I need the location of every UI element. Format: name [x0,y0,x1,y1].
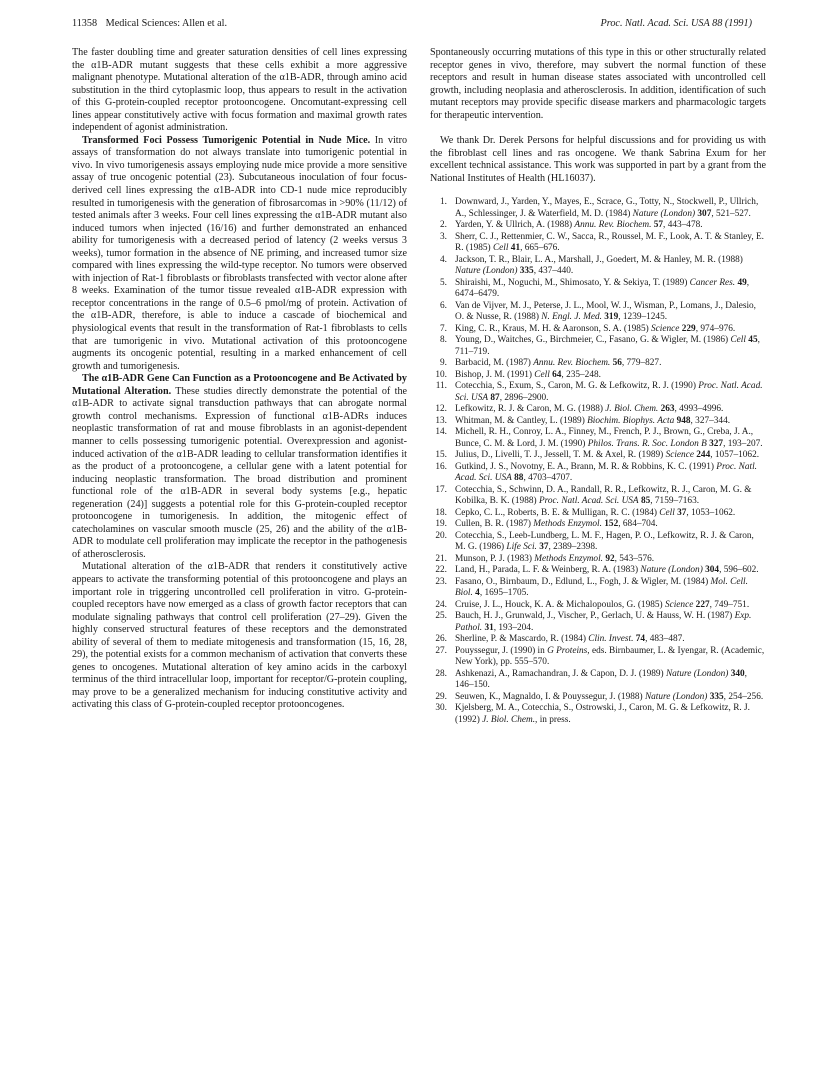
page-number: 11358 [72,18,98,29]
header-left [72,18,227,29]
paragraph: The faster doubling time and greater saturation densities of cell lines expressing the α1B-ADR mutant suggests that these cells exhibit a more aggressive malignant phenotype. Mutational alteration of the α1B-ADR, through amino acid substitution in the third cytoplasmic loop, thus appears to result in the activation of this G-protein-coupled receptor protooncogene. Oncomutant-expressing cell lines appear constitutively active with focus formation and maximal growth rates independent of agonist administration. [72,47,407,134]
reference-pages: 437–440. [538,266,574,277]
reference-volume: 92 [605,553,615,564]
reference-item: 6. Van de Vijver, M. J., Peterse, J. L., Mool, W. J., Wisman, P., Lomans, J., Dalesio, O. & Nusse, R. (1988) N. Engl. J. Med. 319, 1239–1245. [430,301,766,324]
reference-journal: Proc. Natl. Acad. Sci. USA [455,381,763,403]
reference-list [430,197,766,726]
reference-pages: 749–751. [714,599,750,610]
left-column [72,47,407,712]
reference-authors: Cruise, J. L., Houck, K. A. & Michalopoulos, G. (1985) [455,599,663,610]
reference-number: 7. [440,323,447,334]
reference-number: 29. [435,691,447,702]
reference-item: 17. Cotecchia, S., Schwinn, D. A., Randall, R. R., Lefkowitz, R. J., Caron, M. G. & Kobilka, B. K. (1988) Proc. Natl. Acad. Sci. USA 85, 7159–7163. [430,485,766,508]
reference-item [430,703,766,726]
reference-item: 22. Land, H., Parada, L. F. & Weinberg, R. A. (1983) Nature (London) 304, 596–602. [430,565,766,577]
reference-pages: 974–976. [700,323,736,334]
reference-journal: G Proteins, [547,645,590,656]
reference-journal: Annu. Rev. Biochem. [533,358,611,369]
reference-number: 3. [440,231,447,242]
reference-item: 8. Young, D., Waitches, G., Birchmeier, C., Fasano, G. & Wigler, M. (1986) Cell 45, 711–719. [430,335,766,358]
reference-journal: Science [651,323,680,334]
reference-pages: 543–576. [619,553,655,564]
reference-authors: Van de Vijver, M. J., Peterse, J. L., Mool, W. J., Wisman, P., Lomans, J., Dalesio, O. & Nusse, R. (1988) [455,300,757,323]
reference-volume: 304 [705,565,720,576]
reference-volume: 4 [475,588,480,599]
reference-volume: 56 [612,358,622,369]
reference-volume: 74 [635,634,646,645]
reference-authors: Bishop, J. M. (1991) [455,369,532,380]
reference-number: 13. [435,415,447,426]
reference-authors: Barbacid, M. (1987) [455,358,531,369]
reference-pages: 665–676. [524,243,560,254]
reference-journal: Science [664,599,694,610]
reference-pages: 7159–7163. [654,496,700,507]
reference-pages: 711–719. [455,346,490,357]
reference-number: 12. [435,404,447,415]
reference-pages: 4703–4707. [528,473,573,484]
reference-volume: 88 [514,473,524,484]
reference-volume: 87 [490,392,500,403]
reference-number: 19. [435,519,447,530]
reference-authors: Young, D., Waitches, G., Birchmeier, C., Fasano, G. & Wigler, M. (1986) [455,335,729,346]
reference-journal: Exp. Pathol. [455,611,752,633]
reference-volume: 307 [697,208,712,219]
reference-authors: Kjelsberg, M. A., Cotecchia, S., Ostrowski, J., Caron, M. G. & Lefkowitz, R. J. (1992) [455,703,750,725]
reference-journal: Cancer Res. [689,277,736,288]
reference-number: 24. [435,599,447,610]
reference-item: 28. Ashkenazi, A., Ramachandran, J. & Capon, D. J. (1989) Nature (London) 340, 146–150. [430,669,766,692]
reference-item: 10. Bishop, J. M. (1991) Cell 64, 235–248. [430,370,766,382]
reference-number: 2. [440,220,447,231]
reference-pages: 2896–2900. [504,392,549,403]
reference-volume: 244 [696,450,711,461]
reference-authors: Downward, J., Yarden, Y., Mayes, E., Scrace, G., Totty, N., Stockwell, P., Ullrich, A., Schlessinger, J. & Waterfield, M. D. (1984) [455,197,759,219]
reference-journal: Nature (London) [632,208,696,219]
reference-authors: Seuwen, K., Magnaldo, I. & Pouyssegur, J. (1988) [455,691,643,702]
reference-journal: Nature (London) [665,668,729,679]
reference-item: 13. Whitman, M. & Cantley, L. (1989) Biochim. Biophys. Acta 948, 327–344. [430,416,766,428]
reference-pages: 1239–1245. [622,312,668,323]
reference-authors: Cepko, C. L., Roberts, B. E. & Mulligan, R. C. (1984) [455,507,657,518]
reference-pages: 596–602. [723,565,759,576]
reference-journal: N. Engl. J. Med. [541,312,602,323]
reference-authors: Cotecchia, S., Leeb-Lundberg, L. M. F., Hagen, P. O., Lefkowitz, R. J. & Caron, M. G. (1986) [455,530,754,553]
paragraph: Mutational alteration of the α1B-ADR that renders it constitutively active appears to activate the transforming potential of this protooncogene and plays an important role in triggering uncontrolled cell proliferation in vitro. G-protein-coupled receptors have now emerged as a class of growth factor receptors that can modulate signaling pathways that control cell proliferation (27–29). Given the highly conserved structural features of these receptors and the demonstrated ability of several of them to mediate mitogenesis and transformation (15, 16, 28, 29), the potential exists for a common mechanism of activation that converts these genes to oncogenes. Mutational alteration of key amino acids in the carboxyl terminus of the third intracellular loop, important for receptor/G-protein coupling, may prove to be a generalized mechanism for inducing constitutive activity and activating this class of G-protein-coupled receptor protooncogenes. [72,561,407,711]
reference-number: 14. [435,427,447,438]
reference-pages: 254–256. [728,691,764,702]
reference-item: 24. Cruise, J. L., Houck, K. A. & Michalopoulos, G. (1985) Science 227, 749–751. [430,600,766,612]
reference-number: 5. [440,277,447,288]
reference-item: 20. Cotecchia, S., Leeb-Lundberg, L. M. F., Hagen, P. O., Lefkowitz, R. J. & Caron, M. G. (1986) Life Sci. 37, 2389–2398. [430,531,766,554]
reference-number: 17. [435,484,447,495]
reference-authors: Lefkowitz, R. J. & Caron, M. G. (1988) [455,404,603,415]
paragraph-body: In vitro assays of transformation do not always translate into tumorigenic potential in vivo. In vivo tumorigenesis assays employing nude mice provide a more sensitive assay of true oncogenic potential (23). Subcutaneous inoculation of four focus-derived cell lines expressing the α1B-ADR into CD-1 nude mice reproducibly resulted in tumorigenesis with the generation of fibrosarcomas in >90% (11/12) of tested animals after 3 weeks. Four cell lines expressing the α1B-ADR mutant also induced tumors when injected (16/16) and further demonstrated an enhanced ability for tumorigenesis with a decreased period of latency (2 weeks versus 3 weeks), tumor formation in the absence of NE priming, and increased tumor size compared with lines expressing the wild-type receptor. No tumors were observed with injection of Rat-1 fibroblasts or fibroblasts transfected with vector alone after 8 weeks. Examination of the tumor tissue revealed α1B-ADR expression with receptor concentrations in the range of 0.5–6 pmol/mg of protein. Activation of the α1B-ADR, therefore, is able to induce a cascade of biochemical and physiological events that result in the transformation of Rat-1 fibroblasts to cells that are tumorigenic in vivo. Mutational activation of this protooncogene augments its oncogenic potential, resulting in a marked enhancement of cell growth and tumorigenesis. [72,134,408,372]
reference-number: 30. [435,703,447,714]
reference-number: 26. [435,634,447,645]
reference-item: 16. Gutkind, J. S., Novotny, E. A., Brann, M. R. & Robbins, K. C. (1991) Proc. Natl. Acad. Sci. USA 88, 4703–4707. [430,462,766,485]
paragraph [72,373,407,561]
reference-number: 28. [435,668,447,679]
reference-volume: 229 [681,323,696,334]
reference-journal: Methods Enzymol. [533,519,602,530]
reference-journal: Biochim. Biophys. Acta [587,415,675,426]
reference-number: 10. [435,369,447,380]
reference-item: 21. Munson, P. J. (1983) Methods Enzymol. 92, 543–576. [430,554,766,566]
reference-journal: J. Biol. Chem., [482,714,538,725]
reference-item: 26. Sherline, P. & Mascardo, R. (1984) Clin. Invest. 74, 483–487. [430,634,766,646]
reference-journal: Proc. Natl. Acad. Sci. USA [455,461,757,484]
reference-number: 9. [440,358,447,369]
reference-authors: Sherr, C. J., Rettenmier, C. W., Sacca, R., Roussel, M. F., Look, A. T. & Stanley, E. R. (1985) [455,231,764,254]
reference-pages: 483–487. [649,634,685,645]
reference-item: 19. Cullen, B. R. (1987) Methods Enzymol. 152, 684–704. [430,519,766,531]
reference-authors: Shiraishi, M., Noguchi, M., Shimosato, Y. & Sekiya, T. (1989) [455,277,688,288]
reference-journal: Cell [730,335,746,346]
reference-volume: 227 [695,599,710,610]
reference-number: 23. [435,576,447,587]
reference-journal: Proc. Natl. Acad. Sci. USA [538,496,639,507]
reference-number: 15. [435,450,447,461]
reference-number: 22. [435,565,447,576]
reference-item: 25. Bauch, H. J., Grunwald, J., Vischer, P., Gerlach, U. & Hauss, W. H. (1987) Exp. Pathol. 31, 193–204. [430,611,766,634]
reference-pages: 193–207. [727,438,763,449]
reference-item: 11. Cotecchia, S., Exum, S., Caron, M. G. & Lefkowitz, R. J. (1990) Proc. Natl. Acad. Sci. USA 87, 2896–2900. [430,381,766,404]
reference-volume: 340 [730,668,745,679]
reference-authors: Julius, D., Livelli, T. J., Jessell, T. M. & Axel, R. (1989) [455,450,664,461]
reference-authors: Michell, R. H., Conroy, L. A., Finney, M., French, P. J., Brown, G., Creba, J. A., Bunce, C. M. & Lord, J. M. (1990) [455,427,754,449]
page-header [72,18,752,32]
reference-journal: Cell [534,369,550,380]
reference-pages: 521–527. [716,208,751,219]
reference-volume: 45 [748,335,758,346]
reference-authors: Cotecchia, S., Exum, S., Caron, M. G. & Lefkowitz, R. J. (1990) [455,381,696,392]
reference-authors: Sherline, P. & Mascardo, R. (1984) [455,634,586,645]
reference-item: 2. Yarden, Y. & Ullrich, A. (1988) Annu. Rev. Biochem. 57, 443–478. [430,220,766,232]
reference-number: 6. [440,300,447,311]
reference-number: 8. [440,335,447,346]
reference-authors: Munson, P. J. (1983) [455,553,532,564]
reference-volume: 37 [677,507,687,518]
reference-journal: Cell [492,243,509,254]
reference-authors: Land, H., Parada, L. F. & Weinberg, R. A. (1983) [455,565,639,576]
reference-journal: Annu. Rev. Biochem. [574,220,652,231]
reference-pages: 2389–2398. [553,542,598,553]
reference-item: 29. Seuwen, K., Magnaldo, I. & Pouyssegur, J. (1988) Nature (London) 335, 254–256. [430,692,766,704]
reference-item: 15. Julius, D., Livelli, T. J., Jessell, T. M. & Axel, R. (1989) Science 244, 1057–1062. [430,450,766,462]
reference-authors: Fasano, O., Birnbaum, D., Edlund, L., Fogh, J. & Wigler, M. (1984) [455,576,709,587]
section-label: Medical Sciences: Allen et al. [105,18,227,29]
section-heading: Transformed Foci Possess Tumorigenic Potential in Nude Mice. [82,134,371,146]
reference-volume: 31 [484,622,494,633]
reference-item [430,646,766,669]
reference-pages: 684–704. [622,519,658,530]
reference-pages: 443–478. [667,220,703,231]
reference-pages: 146–150. [455,680,490,691]
journal-citation: Proc. Natl. Acad. Sci. USA 88 (1991) [600,18,752,29]
reference-journal: Nature (London) [644,691,708,702]
reference-number: 1. [440,197,447,208]
reference-journal: J. Biol. Chem. [605,404,659,415]
acknowledgment: We thank Dr. Derek Persons for helpful discussions and for providing us with the fibroblast cell lines and ras oncogene. We thank Sabrina Exum for her excellent technical assistance. This work was supported in part by a grant from the National Institutes of Health (HL16037). [430,135,766,184]
reference-authors: Yarden, Y. & Ullrich, A. (1988) [455,220,573,231]
reference-volume: 327 [709,438,724,449]
reference-authors: King, C. R., Kraus, M. H. & Aaronson, S. A. (1985) [455,323,649,334]
reference-authors: Bauch, H. J., Grunwald, J., Vischer, P., Gerlach, U. & Hauss, W. H. (1987) [455,611,733,622]
reference-pages: 1057–1062. [714,450,760,461]
reference-item: 3. Sherr, C. J., Rettenmier, C. W., Sacca, R., Roussel, M. F., Look, A. T. & Stanley, E. R. (1985) Cell 41, 665–676. [430,232,766,255]
reference-item: 5. Shiraishi, M., Noguchi, M., Shimosato, Y. & Sekiya, T. (1989) Cancer Res. 49, 6474–6479. [430,278,766,301]
reference-volume: 335 [709,691,724,702]
reference-number: 18. [435,507,447,518]
reference-number: 21. [435,553,447,564]
reference-volume: 49 [737,277,747,288]
reference-pages: 4993–4996. [679,404,724,415]
reference-item: 12. Lefkowitz, R. J. & Caron, M. G. (1988) J. Biol. Chem. 263, 4993–4996. [430,404,766,416]
reference-volume: 319 [604,312,619,323]
reference-pages: 779–827. [626,358,662,369]
reference-volume: 263 [660,404,675,415]
reference-pages: 193–204. [498,622,534,633]
reference-pages: in press. [539,714,571,725]
reference-number: 27. [435,645,447,656]
reference-authors: Whitman, M. & Cantley, L. (1989) [455,415,585,426]
reference-item: 7. King, C. R., Kraus, M. H. & Aaronson, S. A. (1985) Science 229, 974–976. [430,324,766,336]
reference-volume: 152 [604,519,619,530]
reference-number: 20. [435,530,447,541]
reference-authors: Gutkind, J. S., Novotny, E. A., Brann, M. R. & Robbins, K. C. (1991) [455,461,714,472]
reference-pages: 327–344. [695,415,731,426]
reference-volume: 948 [676,415,691,426]
reference-pages: 1695–1705. [484,588,529,599]
reference-pages: 235–248. [566,369,601,380]
reference-item: 23. Fasano, O., Birnbaum, D., Edlund, L., Fogh, J. & Wigler, M. (1984) Mol. Cell. Biol. 4, 1695–1705. [430,577,766,600]
reference-volume: 64 [552,369,562,380]
reference-number: 16. [435,461,447,472]
reference-journal: Methods Enzymol. [534,553,603,564]
reference-journal: Mol. Cell. Biol. [455,576,748,599]
reference-authors: Jackson, T. R., Blair, L. A., Marshall, J., Goedert, M. & Hanley, M. R. (1988) [455,254,743,265]
reference-item: 18. Cepko, C. L., Roberts, B. E. & Mulligan, R. C. (1984) Cell 37, 1053–1062. [430,508,766,520]
reference-pages: 6474–6479. [455,289,500,300]
reference-number: 4. [440,254,447,265]
right-column [430,47,766,726]
reference-item: 14. Michell, R. H., Conroy, L. A., Finney, M., French, P. J., Brown, G., Creba, J. A., Bunce, C. M. & Lord, J. M. (1990) Philos. Trans. R. Soc. London B 327, 193–207. [430,427,766,450]
reference-pages: eds. Birnbaumer, L. & Iyengar, R. (Academic, New York), pp. 555–570. [455,645,765,668]
reference-volume: 37 [539,542,549,553]
reference-journal: Nature (London) [640,565,703,576]
reference-number: 25. [435,611,447,622]
reference-item: 4. Jackson, T. R., Blair, L. A., Marshall, J., Goedert, M. & Hanley, M. R. (1988) Nature (London) 335, 437–440. [430,255,766,278]
reference-authors: Ashkenazi, A., Ramachandran, J. & Capon, D. J. (1989) [455,668,664,679]
section-heading: The α1B-ADR Gene Can Function as a Protooncogene and Be Activated by Mutational Alteration. [72,373,407,397]
reference-pages: 1053–1062. [691,507,736,518]
reference-item: 1. Downward, J., Yarden, Y., Mayes, E., Scrace, G., Totty, N., Stockwell, P., Ullrich, A., Schlessinger, J. & Waterfield, M. D. (1984) Nature (London) 307, 521–527. [430,197,766,220]
reference-volume: 335 [519,266,534,277]
paragraph [72,135,407,373]
reference-journal: Philos. Trans. R. Soc. London B [587,438,707,449]
paragraph-body: These studies directly demonstrate the potential of the α1B-ADR to activate signal transduction pathways that can abrogate normal growth control mechanisms. Expression of functional α1B-ADRs induces neoplastic transformation of rat and mouse fibroblasts in an agonist-dependent manner to cells possessing tumorigenic potential. Overexpression and agonist-induced activation of the α1B-ADR leading to cellular transformation identifies it as the product of a protooncogene, a cellular gene with a latent potential for inducing neoplastic transformation. The broad distribution and prominent functional role of the α1B-ADR in several body systems [e.g., hepatic regeneration (24)] suggests a potential role for this G-protein-coupled receptor protooncogene in tumorigenesis. In addition, the mitogenic effect of catecholamines on vascular smooth muscle (25, 26) and the ability of the α1B-ADR to modulate cell proliferation may implicate the receptor in the pathogenesis of atherosclerosis. [72,385,407,560]
reference-journal: Cell [659,507,675,518]
paragraph: Spontaneously occurring mutations of this type in this or other structurally related receptor genes in vivo, therefore, may subvert the normal function of these receptors and result in human disease states associated with uncontrolled cell growth, including neoplasia and atherosclerosis. In addition, identification of such mutant receptors may provide specific disease markers and pharmacologic targets for therapeutic intervention. [430,47,766,121]
reference-journal: Nature (London) [455,266,518,277]
reference-volume: 57 [653,220,664,231]
reference-number: 11. [435,381,447,392]
reference-authors: Cullen, B. R. (1987) [455,519,531,530]
reference-authors: Pouyssegur, J. (1990) in [455,645,545,656]
reference-journal: Clin. Invest. [588,634,634,645]
reference-volume: 85 [640,496,651,507]
reference-journal: Science [665,450,694,461]
reference-volume: 41 [510,243,521,254]
reference-item: 9. Barbacid, M. (1987) Annu. Rev. Biochem. 56, 779–827. [430,358,766,370]
reference-journal: Life Sci. [506,542,537,553]
reference-authors: Cotecchia, S., Schwinn, D. A., Randall, R. R., Lefkowitz, R. J., Caron, M. G. & Kobilka, B. K. (1988) [455,484,752,507]
